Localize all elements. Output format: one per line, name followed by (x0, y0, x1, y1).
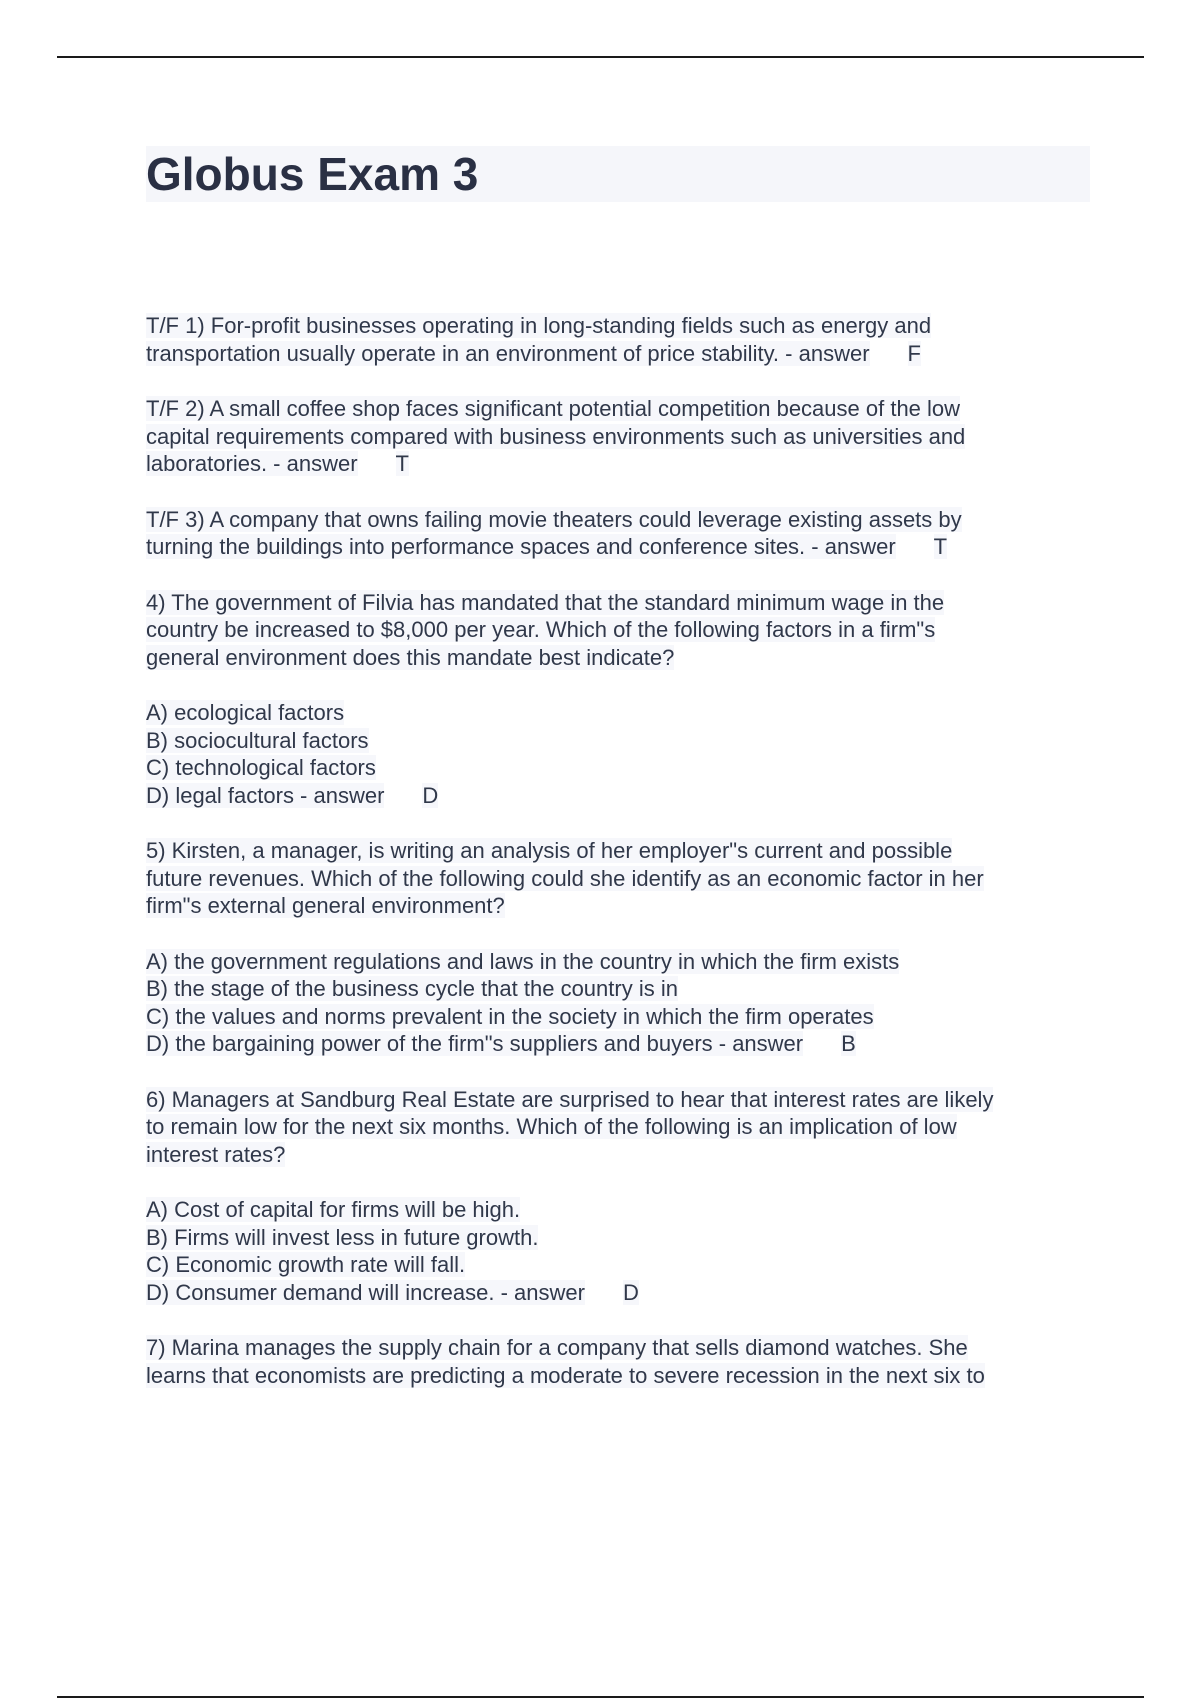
question-line: 7) Marina manages the supply chain for a company that sells diamond watches. She (146, 1335, 968, 1360)
question-line: laboratories. - answer T (146, 451, 409, 476)
question-7 (146, 1334, 1086, 1389)
option-line: B) the stage of the business cycle that the country is in (146, 976, 678, 1001)
option-line: A) ecological factors (146, 700, 345, 725)
question-line: turning the buildings into performance spaces and conference sites. - answer T (146, 534, 948, 559)
top-divider (57, 56, 1144, 58)
answer-value: F (907, 340, 921, 366)
answer-value: T (395, 451, 409, 476)
question-2 (146, 395, 1086, 478)
question-line: transportation usually operate in an environment of price stability. - answer F (146, 340, 921, 366)
question-line: country be increased to $8,000 per year. Which of the following factors in a firm"s (146, 617, 936, 642)
answer-value: D (622, 1279, 639, 1305)
option-line: C) Economic growth rate will fall. (146, 1252, 466, 1277)
question-4 (146, 589, 1086, 672)
option-line: D) the bargaining power of the firm"s suppliers and buyers - answer B (146, 1031, 856, 1056)
question-1 (146, 312, 1086, 367)
question-line: 6) Managers at Sandburg Real Estate are surprised to hear that interest rates are likely (146, 1086, 994, 1112)
page-title: Globus Exam 3 (146, 148, 479, 200)
question-line: future revenues. Which of the following could she identify as an economic factor in her (146, 865, 984, 891)
question-line: learns that economists are predicting a moderate to severe recession in the next six to (146, 1362, 985, 1388)
option-line: D) Consumer demand will increase. - answer D (146, 1279, 639, 1305)
option-line: C) technological factors (146, 755, 376, 780)
option-line: A) the government regulations and laws in the country in which the firm exists (146, 948, 900, 974)
question-6 (146, 1086, 1086, 1169)
question-line: capital requirements compared with business environments such as universities and (146, 423, 966, 449)
question-line: T/F 3) A company that owns failing movie theaters could leverage existing assets by (146, 506, 962, 532)
answer-value: B (841, 1031, 856, 1056)
option-line: C) the values and norms prevalent in the society in which the firm operates (146, 1003, 874, 1029)
question-line: general environment does this mandate best indicate? (146, 644, 675, 670)
question-line: 4) The government of Filvia has mandated that the standard minimum wage in the (146, 589, 945, 615)
answer-value: D (422, 782, 439, 808)
question-4-options (146, 699, 1086, 809)
question-line: firm"s external general environment? (146, 893, 505, 918)
question-line: T/F 1) For-profit businesses operating in long-standing fields such as energy and (146, 313, 932, 338)
question-line: interest rates? (146, 1141, 286, 1167)
question-line: T/F 2) A small coffee shop faces significant potential competition because of the low (146, 396, 961, 421)
option-line: B) Firms will invest less in future growth. (146, 1224, 539, 1250)
option-line: A) Cost of capital for firms will be high. (146, 1197, 521, 1222)
question-line: 5) Kirsten, a manager, is writing an analysis of her employer"s current and possible (146, 838, 953, 863)
option-line: D) legal factors - answer D (146, 782, 439, 808)
question-6-options (146, 1196, 1086, 1306)
option-line: B) sociocultural factors (146, 727, 369, 753)
question-list (146, 312, 1086, 1417)
question-5-options (146, 948, 1086, 1058)
answer-value: T (933, 534, 948, 559)
question-line: to remain low for the next six months. Which of the following is an implication of low (146, 1114, 957, 1139)
question-3 (146, 506, 1086, 561)
bottom-divider (57, 1696, 1144, 1698)
question-5 (146, 837, 1086, 920)
